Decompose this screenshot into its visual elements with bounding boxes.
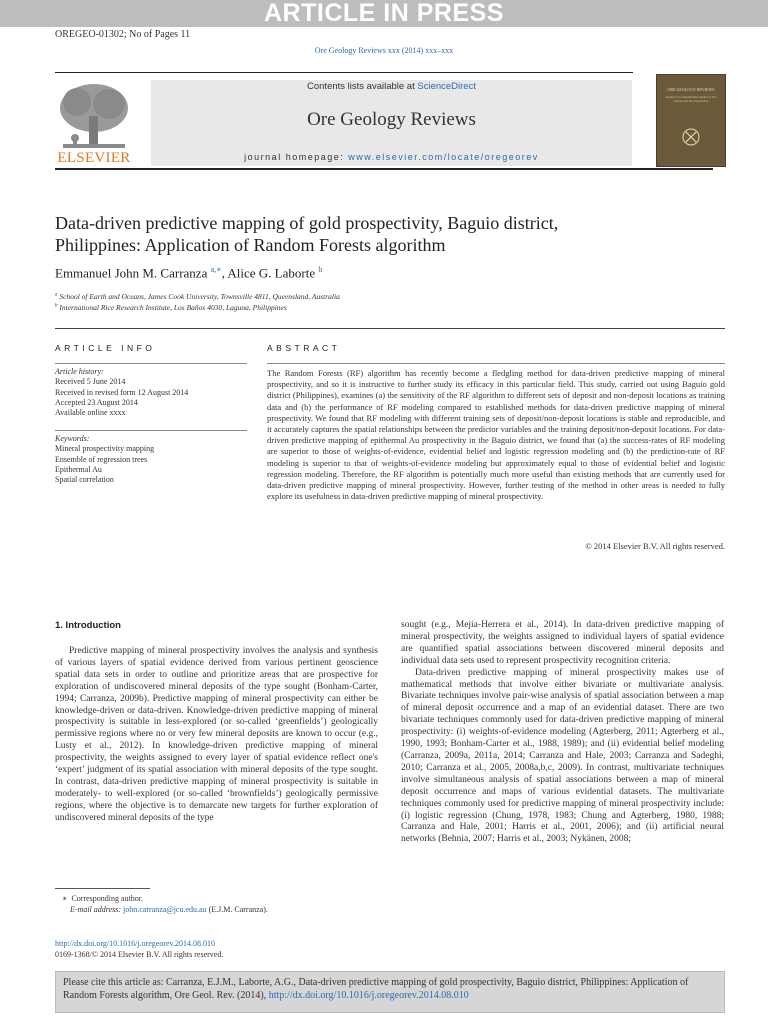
banner-text: ARTICLE IN PRESS: [264, 0, 504, 27]
author-1-affiliation-mark[interactable]: a,∗: [210, 265, 222, 274]
history-accepted: Accepted 23 August 2014: [55, 397, 138, 407]
affiliation-b: [55, 303, 287, 312]
homepage-link[interactable]: www.elsevier.com/locate/oregeorev: [348, 152, 539, 162]
author-carranza: Emmanuel John M. Carranza: [55, 265, 208, 281]
sciencedirect-link[interactable]: ScienceDirect: [417, 81, 476, 92]
article-title: [55, 212, 695, 256]
email-label: E-mail address:: [70, 904, 124, 914]
history-revised: Received in revised form 12 August 2014: [55, 387, 189, 397]
issn-line: 0169-1368/© 2014 Elsevier B.V. All rights reserved.: [55, 949, 224, 959]
keywords-block: [55, 434, 255, 485]
elsevier-logo: [55, 80, 133, 168]
title-line-2: Philippines: Application of Random Forests algorithm: [55, 235, 446, 255]
cover-subtitle: Journal for Comprehensive Studies of Ore Genesis and Ore Exploration: [665, 95, 717, 103]
abstract-text: The Random Forests (RF) algorithm has recently become a fledgling method for data-driven predictive mapping of mineral prospectivity, and so it is instructive to further study its efficacy in this particular field. This study, carried out using Baguio gold district (Philippines), examines (a) the sensitivity of the RF algorithm to different sets of deposit and non-deposit locations as training data and (b) the performance of RF modeling compared to established methods for data-driven predictive mapping of mineral prospectivity. We found that RF modeling with different training sets of deposit/non-deposit locations is stable and reproducible, and it accurately captures the spatial relationships between the predictor variables and the training deposit/non-deposit locations. For data-driven predictive mapping of epithermal Au prospectivity in the Baguio district, we found that (a) the success-rates of RF modeling are superior to those of weights-of-evidence, evidential belief and logistic regression modeling and (b) the prediction-rate of RF modeling is superior to that of weights-of-evidence modeling but approximately equal to those of evidential belief and logistic regression modeling. Therefore, the RF algorithm is potentially much more useful than existing methods that are currently used for data-driven predictive mapping of mineral prospectivity. However, further testing of the method in other areas is needed to fully explore its usefulness in data-driven predictive mapping of mineral prospectivity.: [267, 368, 725, 502]
citation-doi-link[interactable]: http://dx.doi.org/10.1016/j.oregeorev.2014.08.010: [268, 990, 469, 1001]
cover-title: ORE GEOLOGY REVIEWS: [667, 87, 715, 92]
intro-paragraph-1-cont: sought (e.g., Mejía-Herrera et al., 2014). In data-driven predictive mapping of mineral prospectivity, the weights assigned to individual layers of spatial evidence are quantified spatial associations between discovered mineral deposits and individual data sets used to represent prospectivity recognition criteria.: [401, 620, 724, 666]
introduction-heading: 1. Introduction: [55, 620, 121, 631]
journal-cover-thumbnail: [656, 74, 726, 167]
author-laborte: Alice G. Laborte: [227, 265, 316, 281]
author-list: [55, 265, 322, 281]
affiliation-a-mark: a: [55, 292, 58, 298]
intro-paragraph-2: Data-driven predictive mapping of mineral prospectivity makes use of mathematical methods that involve either bivariate or multivariate analysis. Bivariate techniques involve pair-wise analysis of spatial association between a map of mineral deposit occurrence and a map of an evidential dataset. There are two bivariate techniques commonly used for data-driven predictive mapping of mineral prospectivity: (i) weights-of-evidence modeling (Agterberg, 2011; Agterberg et al., 1990, 1993; Bonham-Carter et al., 1988, 1989); and (ii) evidential belief modeling (Carranza, 2009a, 2011a, 2014; Carranza and Hale, 2003; Carranza and Sadeghi, 2010; Carranza et al., 2005, 2008a,b,c, 2009). In contrast, multivariate techniques involve simultaneous analysis of spatial associations between a map of mineral deposit occurrence and maps of various evidential datasets. The multivariate techniques commonly used for predictive mapping of mineral prospectivity include: (i) logistic regression (Chung, 1978, 1983; Chung and Agterberg, 1980, 1988; Carranza and Hale, 2001; Harris et al., 2001, 2006); and (ii) artificial neural networks (Behnia, 2007; Harris et al., 2003; Nykänen, 2008;: [401, 667, 724, 845]
intro-left-column: Predictive mapping of mineral prospectivity involves the analysis and synthesis of various layers of spatial evidence derived from various pertinent geoscience spatial data sets in order to outline and prioritize areas that are prospective for exploration of undiscovered mineral deposits of the type sought (Bonham-Carter, 1994; Carranza, 2009b). Predictive mapping of mineral prospectivity can either be knowledge-driven or data-driven. Knowledge-driven predictive mapping of mineral prospectivity is suitable in less-explored (or so-called ‘greenfields’) geologically permissive regions where no or very few mineral deposits are known to occur (e.g., Lusty et al., 2012). In knowledge-driven predictive mapping of mineral prospectivity, the weights assigned to every layer of spatial evidence reflect one's ‘expert’ judgment of its spatial association with mineral deposits of the type sought. In contrast, data-driven predictive mapping of mineral prospectivity is suitable in moderately- to well-explored (or so-called ‘brownfields’) geologically permissive regions, where the objective is to demarcate new targets for further exploration of undiscovered mineral deposits of the type: [55, 646, 378, 823]
header-top-rule: [55, 72, 633, 73]
affiliation-b-text: International Rice Research Institute, Los Baños 4030, Laguna, Philippines: [59, 303, 287, 312]
affiliation-b-mark: b: [55, 303, 58, 309]
citation-text: [63, 976, 718, 1002]
info-top-rule: [55, 328, 725, 329]
citation-body: Please cite this article as: Carranza, E.J.M., Laborte, A.G., Data-driven predictive mapping of gold prospectivity, Baguio district, Philippines: Application of Random Forests algorithm, Ore Geol. Rev. (2014),: [63, 977, 689, 1001]
doi-block: [55, 939, 223, 960]
title-line-1: Data-driven predictive mapping of gold prospectivity, Baguio district,: [55, 213, 559, 233]
footnote-rule: [55, 888, 150, 889]
article-info-heading: ARTICLE INFO: [55, 343, 156, 353]
article-info-rule: [55, 363, 247, 364]
author-2-affiliation-mark[interactable]: b: [318, 265, 323, 274]
keyword-item: Epithermal Au: [55, 464, 102, 474]
article-history: [55, 367, 255, 418]
manuscript-ref: OREGEO-01302; No of Pages 11: [55, 29, 191, 40]
history-received: Received 5 June 2014: [55, 377, 126, 387]
affiliation-a-text: School of Earth and Oceans, James Cook University, Townsville 4811, Queensland, Australia: [59, 292, 340, 301]
contents-line: [151, 81, 632, 92]
doi-link[interactable]: http://dx.doi.org/10.1016/j.oregeorev.2014.08.010: [55, 939, 215, 948]
abstract-copyright: © 2014 Elsevier B.V. All rights reserved.: [585, 541, 725, 551]
keyword-item: Mineral prospectivity mapping: [55, 444, 155, 454]
abstract-heading: ABSTRACT: [267, 343, 341, 353]
publisher-wordmark: ELSEVIER: [57, 150, 131, 166]
journal-name: Ore Geology Reviews: [307, 109, 476, 130]
contents-prefix: Contents lists available at: [307, 81, 418, 92]
footnote-corresponding: Corresponding author.: [71, 894, 143, 903]
corresponding-author-footnote: [62, 894, 268, 915]
affiliation-a: [55, 292, 340, 301]
intro-right-column: [401, 620, 724, 846]
footnote-mark: ∗: [62, 894, 68, 903]
email-suffix: (E.J.M. Carranza).: [206, 904, 268, 914]
author-separator: ,: [221, 265, 228, 281]
history-online: Available online xxxx: [55, 408, 126, 418]
homepage-prefix: journal homepage:: [244, 152, 349, 162]
keyword-item: Spatial correlation: [55, 475, 114, 485]
journal-ref-link[interactable]: Ore Geology Reviews xxx (2014) xxx–xxx: [314, 46, 454, 55]
keywords-label: Keywords:: [55, 434, 90, 443]
author-email-link[interactable]: john.carranza@jcu.edu.au: [123, 904, 207, 914]
header-bottom-rule: [55, 168, 713, 170]
journal-homepage: [151, 152, 632, 162]
cover-emblem-icon: [681, 127, 701, 147]
abstract-rule: [267, 363, 725, 364]
history-label: Article history:: [55, 367, 104, 376]
keywords-rule: [55, 430, 247, 431]
keyword-item: Ensemble of regression trees: [55, 454, 148, 464]
